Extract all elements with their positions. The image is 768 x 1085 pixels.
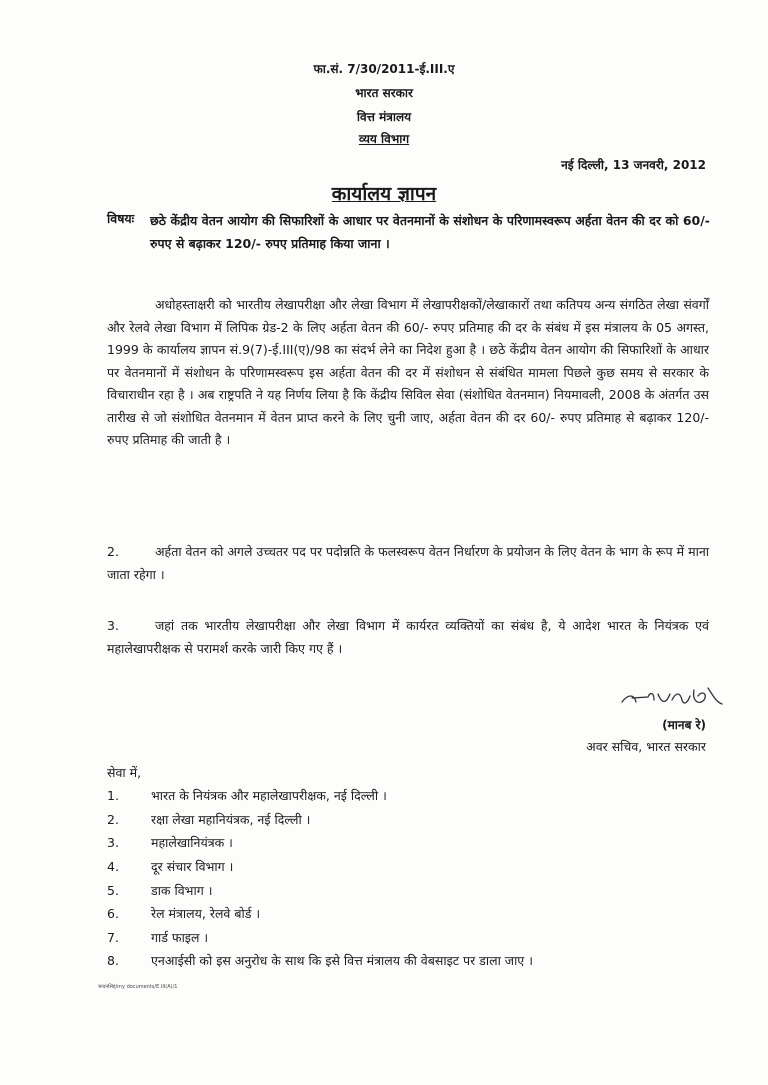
file-path-footer: चन्दनसिंह/my documents/E.III(A)/1 — [98, 984, 178, 990]
paragraph-1: अधोहस्ताक्षरी को भारतीय लेखापरीक्षा और लेखा विभाग में लेखापरीक्षकों/लेखाकारों तथा कतिपय अन्य संगठित लेखा संवर्गों और रेलवे लेखा विभाग में लिपिक ग्रेड-2 के लिए अर्हता वेतन की 60/- रुपए प्रतिमाह की दर के संबंध में इस मंत्रालय के 05 अगस्त, 1999 के कार्यालय ज्ञापन सं.9(7)-ई.III(ए)/98 का संदर्भ लेने का निदेश हुआ है । छठे केंद्रीय वेतन आयोग की सिफारिशों के आधार पर वेतनमानों में संशोधन के परिणामस्वरूप इस अर्हता वेतन की दर में संशोधन से संबंधित मामला पिछले कुछ समय से सरकार के विचाराधीन रहा है । अब राष्ट्रपति ने यह निर्णय लिया है कि केंद्रीय सिविल सेवा (संशोधित वेतनमान) नियमावली, 2008 के अंतर्गत उस तारीख से जो संशोधित वेतनमान में वेतन प्राप्त करने के लिए चुनी जाए, अर्हता वेतन की दर 60/- रुपए प्रतिमाह से बढ़ाकर 120/- रुपए प्रतिमाह की जाती है । — [107, 297, 709, 447]
paragraph-2-text: अर्हता वेतन को अगले उच्चतर पद पर पदोन्नति के फलस्वरूप वेतन निर्धारण के प्रयोजन के लिए वेतन के भाग के रूप में माना जाता रहेगा । — [107, 544, 709, 582]
subject-text: छठे केंद्रीय वेतन आयोग की सिफारिशों के आधार पर वेतनमानों के संशोधन के परिणामस्वरूप अर्हता वेतन की दर को 60/- रुपए से बढ़ाकर 120/- रुपए प्रतिमाह किया जाना । — [150, 213, 710, 251]
recipient-item: 4. दूर संचार विभाग । — [107, 859, 234, 875]
subject-label: विषयः — [107, 211, 135, 226]
memo-title: कार्यालय ज्ञापन — [331, 183, 437, 205]
signatory-name: (मानब रे) — [662, 718, 706, 732]
paragraph-3-text: जहां तक भारतीय लेखापरीक्षा और लेखा विभाग में कार्यरत व्यक्तियों का संबंध है, ये आदेश भारत के नियंत्रक एवं महालेखापरीक्षक से परामर्श करके जारी किए गए हैं । — [107, 618, 709, 656]
recipient-item: 6. रेल मंत्रालय, रेलवे बोर्ड । — [107, 906, 261, 922]
signatory-designation: अवर सचिव, भारत सरकार — [586, 739, 706, 754]
recipient-item: 1. भारत के नियंत्रक और महालेखापरीक्षक, नई दिल्ली । — [107, 788, 387, 804]
issue-date: नई दिल्ली, 13 जनवरी, 2012 — [561, 158, 706, 172]
recipients-list — [107, 784, 533, 973]
recipient-item: 8. एनआईसी को इस अनुरोध के साथ कि इसे वित्त मंत्रालय की वेबसाइट पर डाला जाए । — [107, 953, 533, 969]
paragraph-2-number: 2. — [107, 544, 119, 559]
paragraph-3-number: 3. — [107, 618, 119, 633]
recipients-heading: सेवा में, — [107, 765, 142, 780]
recipient-item: 7. गार्ड फाइल । — [107, 929, 209, 945]
recipient-item: 3. महालेखानियंत्रक । — [107, 835, 233, 851]
handwritten-signature — [618, 680, 728, 718]
recipient-item: 5. डाक विभाग । — [107, 882, 213, 898]
paragraph-2 — [107, 541, 709, 586]
govt-name: भारत सरकार — [355, 86, 413, 100]
file-number: फा.सं. 7/30/2011-ई.III.ए — [313, 62, 455, 76]
paragraph-3 — [107, 615, 709, 660]
ministry-name: वित्त मंत्रालय — [356, 110, 412, 124]
recipient-item: 2. रक्षा लेखा महानियंत्रक, नई दिल्ली । — [107, 811, 311, 827]
department-name: व्यय विभाग — [358, 132, 410, 146]
